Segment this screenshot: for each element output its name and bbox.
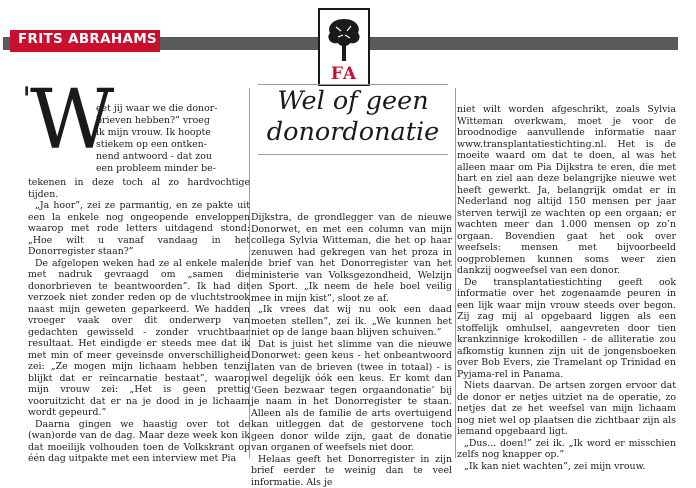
tree-icon — [324, 13, 364, 63]
title-rule-bottom — [258, 154, 448, 155]
column-3 — [457, 104, 676, 472]
column-2 — [251, 212, 452, 488]
paragraph: Dat is juist het slimme van die nieuwe Donorwet: geen keus - het onbeantwoord laten van de brieven (twee in totaal) - is wel degelijk óók een keus. Er komt dan ‘Geen bezwaar tegen orgaandonatie’ bij je naam in het Donorregister te staan. Alleen als de familie de arts overtuigend kan uitleggen dat de gestorvene toch geen donor wilde zijn, gaat de donatie van organen of weefsels niet door. — [251, 339, 452, 454]
paragraph: tekenen in deze toch al zo hardvochtige tijden. — [28, 177, 250, 200]
lead-line: ik mijn vrouw. Ik hoopte — [96, 127, 211, 139]
author-name: FRITS ABRAHAMS — [18, 31, 157, 47]
paragraph: „Ik kan niet wachten”, zei mijn vrouw. — [457, 461, 676, 473]
paragraph: „Dus... doen!” zei ik. „Ik word er misschien zelfs nog knapper op.” — [457, 438, 676, 461]
title-rule-top — [258, 84, 448, 85]
drop-cap: W — [30, 80, 114, 162]
paragraph: De afgelopen weken had ze al enkele malen met nadruk gevraagd om „samen die donorbrieven te beantwoorden”. Ik had dit verzoek niet zonder reden op de vluchtstrook naast mijn geweten geparkeerd. We hadden vroeger vaak over dit onderwerp van gedachten gewisseld - zonder vruchtbaar resultaat. Het eindigde er steeds mee dat ik met min of meer geveinsde onverschilligheid zei: „Ze mogen mijn lichaam hebben tenzij blijkt dat er reïncarnatie bestaat”, waarop mijn vrouw zei: „Het is geen prettig vooruitzicht dat er na je dood in je lichaam wordt gepeurd.” — [28, 258, 250, 419]
lead-quote-mark: ' — [22, 80, 31, 120]
author-banner — [10, 30, 160, 52]
lead-line: eet jij waar we die donor- — [96, 103, 217, 115]
logo-letters: FA — [320, 64, 368, 84]
paragraph: niet wilt worden afgeschrikt, zoals Sylvia Witteman overkwam, moet je voor de broodnodige aanvullende informatie naar www.transplantatiestichting.nl. Het is de moeite waard om dat te doen, al was het alleen maar om Pia Dijkstra te eren, die met hart en ziel aan deze belangrijke nieuwe wet heeft gewerkt. Ja, belangrijk omdat er in Nederland nog altijd 150 mensen per jaar sterven terwijl ze wachten op een orgaan; er wachten meer dan 1.000 mensen op zo’n orgaan. Bovendien gaat het ook over weefsels: mensen met bijvoorbeeld oogproblemen kunnen soms weer zien dankzij oogweefsel van een donor. — [457, 104, 676, 277]
paragraph: Niets daarvan. De artsen zorgen ervoor dat de donor er netjes uitziet na de operatie, zo netjes dat ze het weefsel van mijn lichaam nog niet wel op plaatsen die zichtbaar zijn als iemand opgebaard ligt. — [457, 380, 676, 438]
paragraph: Helaas geeft het Donorregister in zijn brief eerder te weinig dan te veel informatie. Als je — [251, 454, 452, 488]
lead-line: stiekem op een ontken- — [96, 139, 207, 151]
lead-line: nend antwoord - dat zou — [96, 151, 212, 163]
column-1 — [28, 177, 250, 465]
lead-line: een probleem minder be- — [96, 163, 216, 175]
paragraph: De transplantatiestichting geeft ook informatie over het zogenaamde peuren in een lijk waar mijn vrouw steeds over begon. Zij zag mij al opgebaard liggen als een stoffelijk omhulsel, aangevreten door tien krankzinnige krokodillen - de alliteratie zou afkomstig kunnen zijn uit de jongensboeken over Bob Evers, zie Tramelant op Trinidad en Pyjama-rel in Panama. — [457, 277, 676, 381]
column-logo — [318, 8, 370, 86]
lead-line: brieven hebben?” vroeg — [96, 115, 210, 127]
paragraph: „Ja hoor”, zei ze parmantig, en ze pakte uit een la enkele nog ongeopende enveloppen waarop met rode letters uitdagend stond: „Hoe wilt u vanaf vandaag in het Donorregister staan?” — [28, 200, 250, 258]
column-rule-2 — [455, 88, 456, 458]
paragraph: „Ik vrees dat wij nu ook een daad moeten stellen”, zei ik. „We kunnen het niet op de lange baan blijven schuiven.” — [251, 304, 452, 339]
paragraph: Dijkstra, de grondlegger van de nieuwe Donorwet, en met een column van mijn collega Sylvia Witteman, die het op haar zenuwen had gekregen van het proza in de brief van het Donorregister van het ministerie van Volksgezondheid, Welzijn en Sport. „Ik neem de hele boel veilig mee in mijn kist”, sloot ze af. — [251, 212, 452, 304]
article-title: Wel of geen donordonatie — [252, 86, 454, 148]
paragraph: Daarna gingen we haastig over tot de (wan)orde van de dag. Maar deze week kon ik dat moeilijk volhouden toen de Volkskrant op één dag uitpakte met een interview met Pia — [28, 419, 250, 465]
